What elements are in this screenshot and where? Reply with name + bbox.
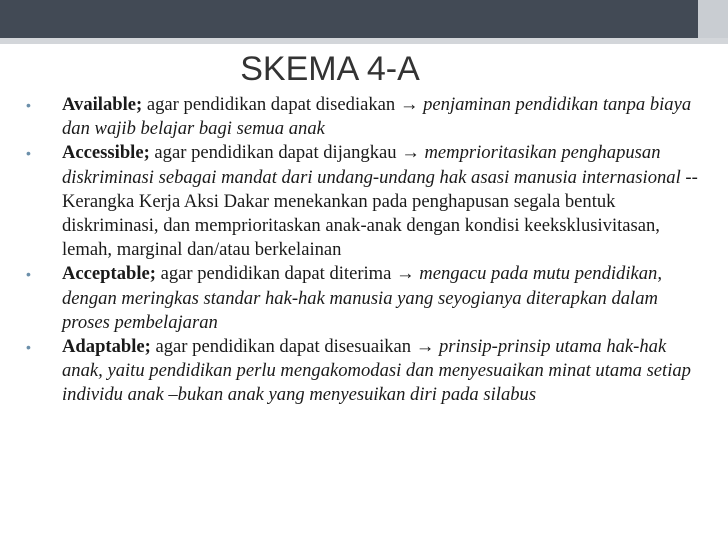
- bullet-text: agar pendidikan dapat disesuaikan: [150, 336, 416, 358]
- bullet-italic-text: mengacu pada mutu pendidikan, dengan meringkas standar hak-hak manusia yang seyogianya diterapkan dalam proses pembelajaran: [62, 263, 662, 333]
- arrow-icon: →: [415, 336, 435, 358]
- bullet-list: [26, 93, 706, 408]
- bullet-text: agar pendidikan dapat disediakan: [142, 94, 400, 115]
- bullet-available: [26, 93, 706, 141]
- bullet-dot-icon: •: [26, 266, 31, 283]
- arrow-icon: →: [396, 263, 415, 285]
- bullet-dot-icon: •: [26, 145, 31, 162]
- bullet-italic-text: prinsip-prinsip utama hak-hak anak, yaitu pendidikan perlu mengakomodasi dan menyesuaikan minat utama setiap individu anak –bukan anak yang menyesuikan diri pada silabus: [62, 336, 691, 406]
- bullet-label: Adaptable;: [62, 336, 151, 358]
- slide-title: SKEMA 4-A: [240, 50, 420, 88]
- arrow-icon: →: [399, 94, 419, 115]
- bullet-accessible: [26, 141, 706, 262]
- bullet-label: Available;: [62, 94, 143, 115]
- header-bar: [0, 0, 728, 44]
- bullet-tail-text: -- Kerangka Kerja Aksi Dakar menekankan pada penghapusan segala bentuk diskriminasi, dan memprioritaskan anak-anak dengan kondisi keeksklusivitasan, lemah, marginal dan/atau berkelainan: [62, 166, 698, 261]
- bullet-label: Accessible;: [62, 142, 150, 164]
- header-accent: [698, 0, 728, 38]
- bullet-italic-text: penjaminan pendidikan tanpa biaya dan wajib belajar bagi semua anak: [62, 94, 692, 140]
- bullet-label: Acceptable;: [62, 263, 156, 285]
- arrow-icon: →: [401, 142, 420, 164]
- bullet-acceptable: [26, 262, 706, 335]
- bullet-text: agar pendidikan dapat diterima: [155, 263, 397, 285]
- bullet-text: agar pendidikan dapat dijangkau: [149, 142, 402, 164]
- bullet-italic-text: memprioritasikan penghapusan diskriminasi sebagai mandat dari undang-undang hak asasi manusia internasional: [62, 142, 681, 188]
- bullet-dot-icon: •: [26, 97, 31, 113]
- bullet-dot-icon: •: [26, 339, 31, 356]
- bullet-adaptable: [26, 335, 706, 408]
